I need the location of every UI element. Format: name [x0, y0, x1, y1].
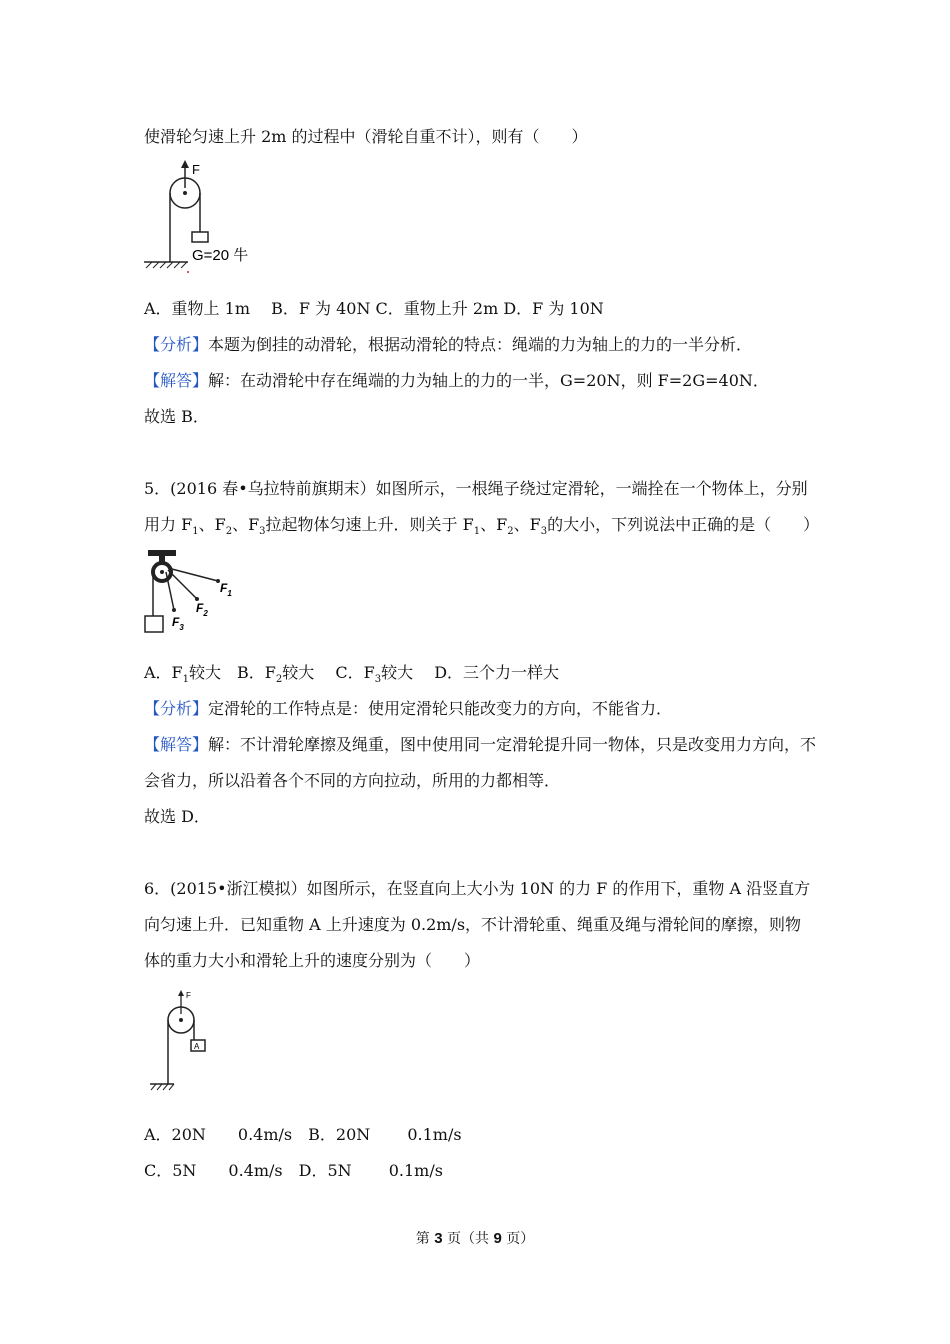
- q4-choice: 故选 B．: [144, 407, 209, 426]
- q4-options: A．重物上 1m B．F 为 40N C．重物上升 2m D．F 为 10N: [144, 299, 604, 318]
- q5-ceiling: [148, 550, 176, 556]
- q5-options: A．$F_1$较大 B．$F_2$较大 C．$F_3$较大 D．三个力一样大: [144, 663, 560, 686]
- q5-label-f2: $F_2$: [196, 601, 208, 618]
- q4-analysis: [144, 334, 752, 356]
- q6-weight-label: A: [194, 1042, 200, 1051]
- q5-label-f1: $F_1$: [220, 581, 232, 598]
- q4-weight: [192, 232, 208, 242]
- page-number: 3: [434, 1230, 443, 1247]
- analysis-text: 本题为倒挂的动滑轮，根据动滑轮的特点：绳端的力为轴上的力的一半分析．: [208, 335, 753, 354]
- page-footer: 第 3 页（共 9 页）: [415, 1230, 535, 1247]
- q4-weight-label: G=20 牛: [192, 247, 249, 264]
- q6-stem-2: 向匀速上升．已知重物 A 上升速度为 0.2m/s，不计滑轮重、绳重及绳与滑轮间的摩擦，则物: [144, 915, 802, 934]
- q5-answer-2: 会省力，所以沿着各个不同的方向拉动，所用的力都相等．: [144, 771, 561, 790]
- q5-box: [145, 616, 163, 632]
- analysis-tag: 【分析】: [144, 335, 209, 354]
- q5-choice: 故选 D．: [144, 807, 210, 826]
- q5-label-f3: $F_3$: [172, 615, 184, 632]
- q4-force-label: F: [192, 162, 200, 177]
- answer-tag: 【解答】: [144, 371, 209, 390]
- q5-stem-1: 5．(2016 春•乌拉特前旗期末）如图所示，一根绳子绕过定滑轮，一端拴在一个物体上，分别: [144, 479, 808, 498]
- q5-fixed-pulley-figure: [140, 546, 250, 638]
- q5-rope-f1: [168, 568, 218, 581]
- q4-stem: 使滑轮匀速上升 2m 的过程中（滑轮自重不计），则有（ ）: [144, 127, 588, 146]
- q6-force-label: F: [186, 991, 191, 1000]
- q6-stem-3: 体的重力大小和滑轮上升的速度分别为（ ）: [144, 951, 481, 970]
- analysis-text: 定滑轮的工作特点是：使用定滑轮只能改变力的方向，不能省力．: [208, 699, 673, 718]
- q6-options-1: A．20N 0.4m/s B．20N 0.1m/s: [144, 1125, 462, 1144]
- q6-pulley-figure: [144, 986, 224, 1092]
- answer-text: 解：不计滑轮摩擦及绳重，图中使用同一定滑轮提升同一物体，只是改变用力方向，不: [208, 735, 817, 754]
- q4-answer: [144, 370, 769, 392]
- q5-stem-2: 用力 $F_1$、$F_2$、$F_3$拉起物体匀速上升．则关于 $F_1$、$F_2$、$F_3$的大小，下列说法中正确的是（ ）: [144, 515, 820, 538]
- q5-analysis: [144, 698, 672, 720]
- q5-answer-1: [144, 734, 816, 756]
- answer-tag: 【解答】: [144, 735, 209, 754]
- page-total: 9: [493, 1230, 502, 1247]
- q4-pulley-figure: [140, 158, 270, 278]
- q6-stem-1: 6．(2015•浙江模拟）如图所示，在竖直向上大小为 10N 的力 F 的作用下，重物 A 沿竖直方: [144, 879, 811, 898]
- q6-options-2: C．5N 0.4m/s D．5N 0.1m/s: [144, 1161, 443, 1180]
- analysis-tag: 【分析】: [144, 699, 209, 718]
- answer-text: 解：在动滑轮中存在绳端的力为轴上的力的一半，G=20N，则 F=2G=40N．: [208, 371, 769, 390]
